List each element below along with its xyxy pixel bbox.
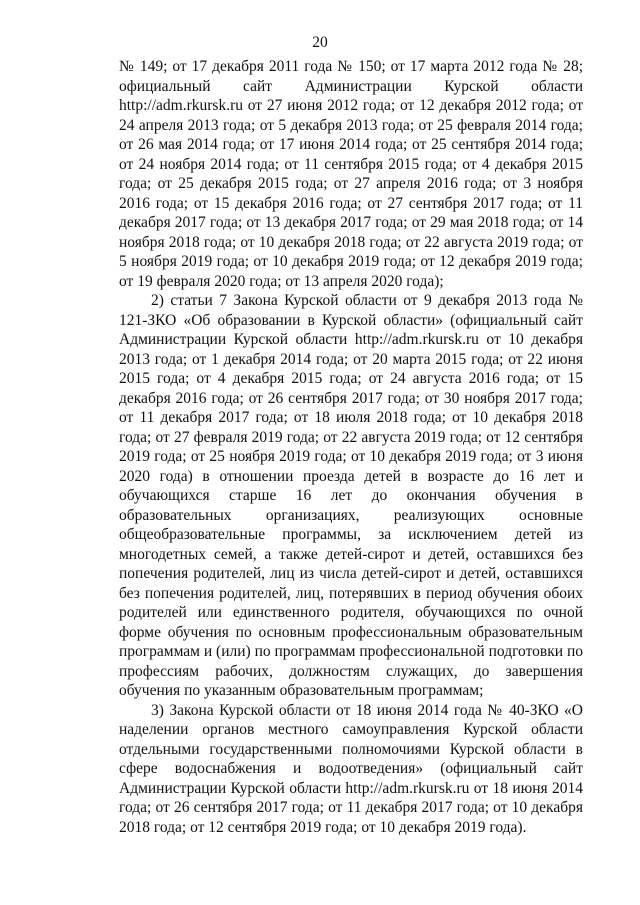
paragraph-continuation: № 149; от 17 декабря 2011 года № 150; от 17 марта 2012 года № 28; официальный сайт Администрации Курской области http://adm.rkursk.ru от 27 июня 2012 года; от 12 декабря 2012 года; от 24 апреля 2013 года; от 5 декабря 2013 года; от 25 февраля 2014 года; от 26 мая 2014 года; от 17 июня 2014 года; от 25 сентября 2014 года; от 24 ноября 2014 года; от 11 сентября 2015 года; от 4 декабря 2015 года; от 25 декабря 2015 года; от 27 апреля 2016 года; от 3 ноября 2016 года; от 15 декабря 2016 года; от 27 сентября 2017 года; от 11 декабря 2017 года; от 13 декабря 2017 года; от 29 мая 2018 года; от 14 ноября 2018 года; от 10 декабря 2018 года; от 22 августа 2019 года; от 5 ноября 2019 года; от 10 декабря 2019 года; от 12 декабря 2019 года; от 19 февраля 2020 года; от 13 апреля 2020 года); [119,58,583,290]
paragraph-item-3: 3) Закона Курской области от 18 июня 2014 года № 40-ЗКО «О наделении органов местного самоуправления Курской области отдельными государственными полномочиями Курской области в сфере водоснабжения и водоотведения» (официальный сайт Администрации Курской области http://adm.rkursk.ru от 18 июня 2014 года; от 26 сентября 2017 года; от 11 декабря 2017 года; от 10 декабря 2018 года; от 12 сентября 2019 года; от 10 декабря 2019 года). [119,701,583,836]
document-body [119,57,583,837]
page-number: 20 [312,34,328,51]
paragraph-item-2: 2) статьи 7 Закона Курской области от 9 декабря 2013 года № 121-ЗКО «Об образовании в Курской области» (официальный сайт Администрации Курской области http://adm.rkursk.ru от 10 декабря 2013 года; от 1 декабря 2014 года; от 20 марта 2015 года; от 22 июня 2015 года; от 4 декабря 2015 года; от 24 августа 2016 года; от 15 декабря 2016 года; от 26 сентября 2017 года; от 30 ноября 2017 года; от 11 декабря 2017 года; от 18 июля 2018 года; от 10 декабря 2018 года; от 27 февраля 2019 года; от 22 августа 2019 года; от 12 сентября 2019 года; от 25 ноября 2019 года; от 10 декабря 2019 года; от 3 июня 2020 года) в отношении проезда детей в возрасте до 16 лет и обучающихся старше 16 лет до окончания обучения в образовательных организациях, реализующих основные общеобразовательные программы, за исключением детей из многодетных семей, а также детей-сирот и детей, оставшихся без попечения родителей, лиц из числа детей-сирот и детей, оставшихся без попечения родителей, лиц, потерявших в период обучения обоих родителей или единственного родителя, обучающихся по очной форме обучения по основным профессиональным образовательным программам и (или) по программам профессиональной подготовки по профессиям рабочих, должностям служащих, до завершения обучения по указанным образовательным программам; [119,292,583,699]
